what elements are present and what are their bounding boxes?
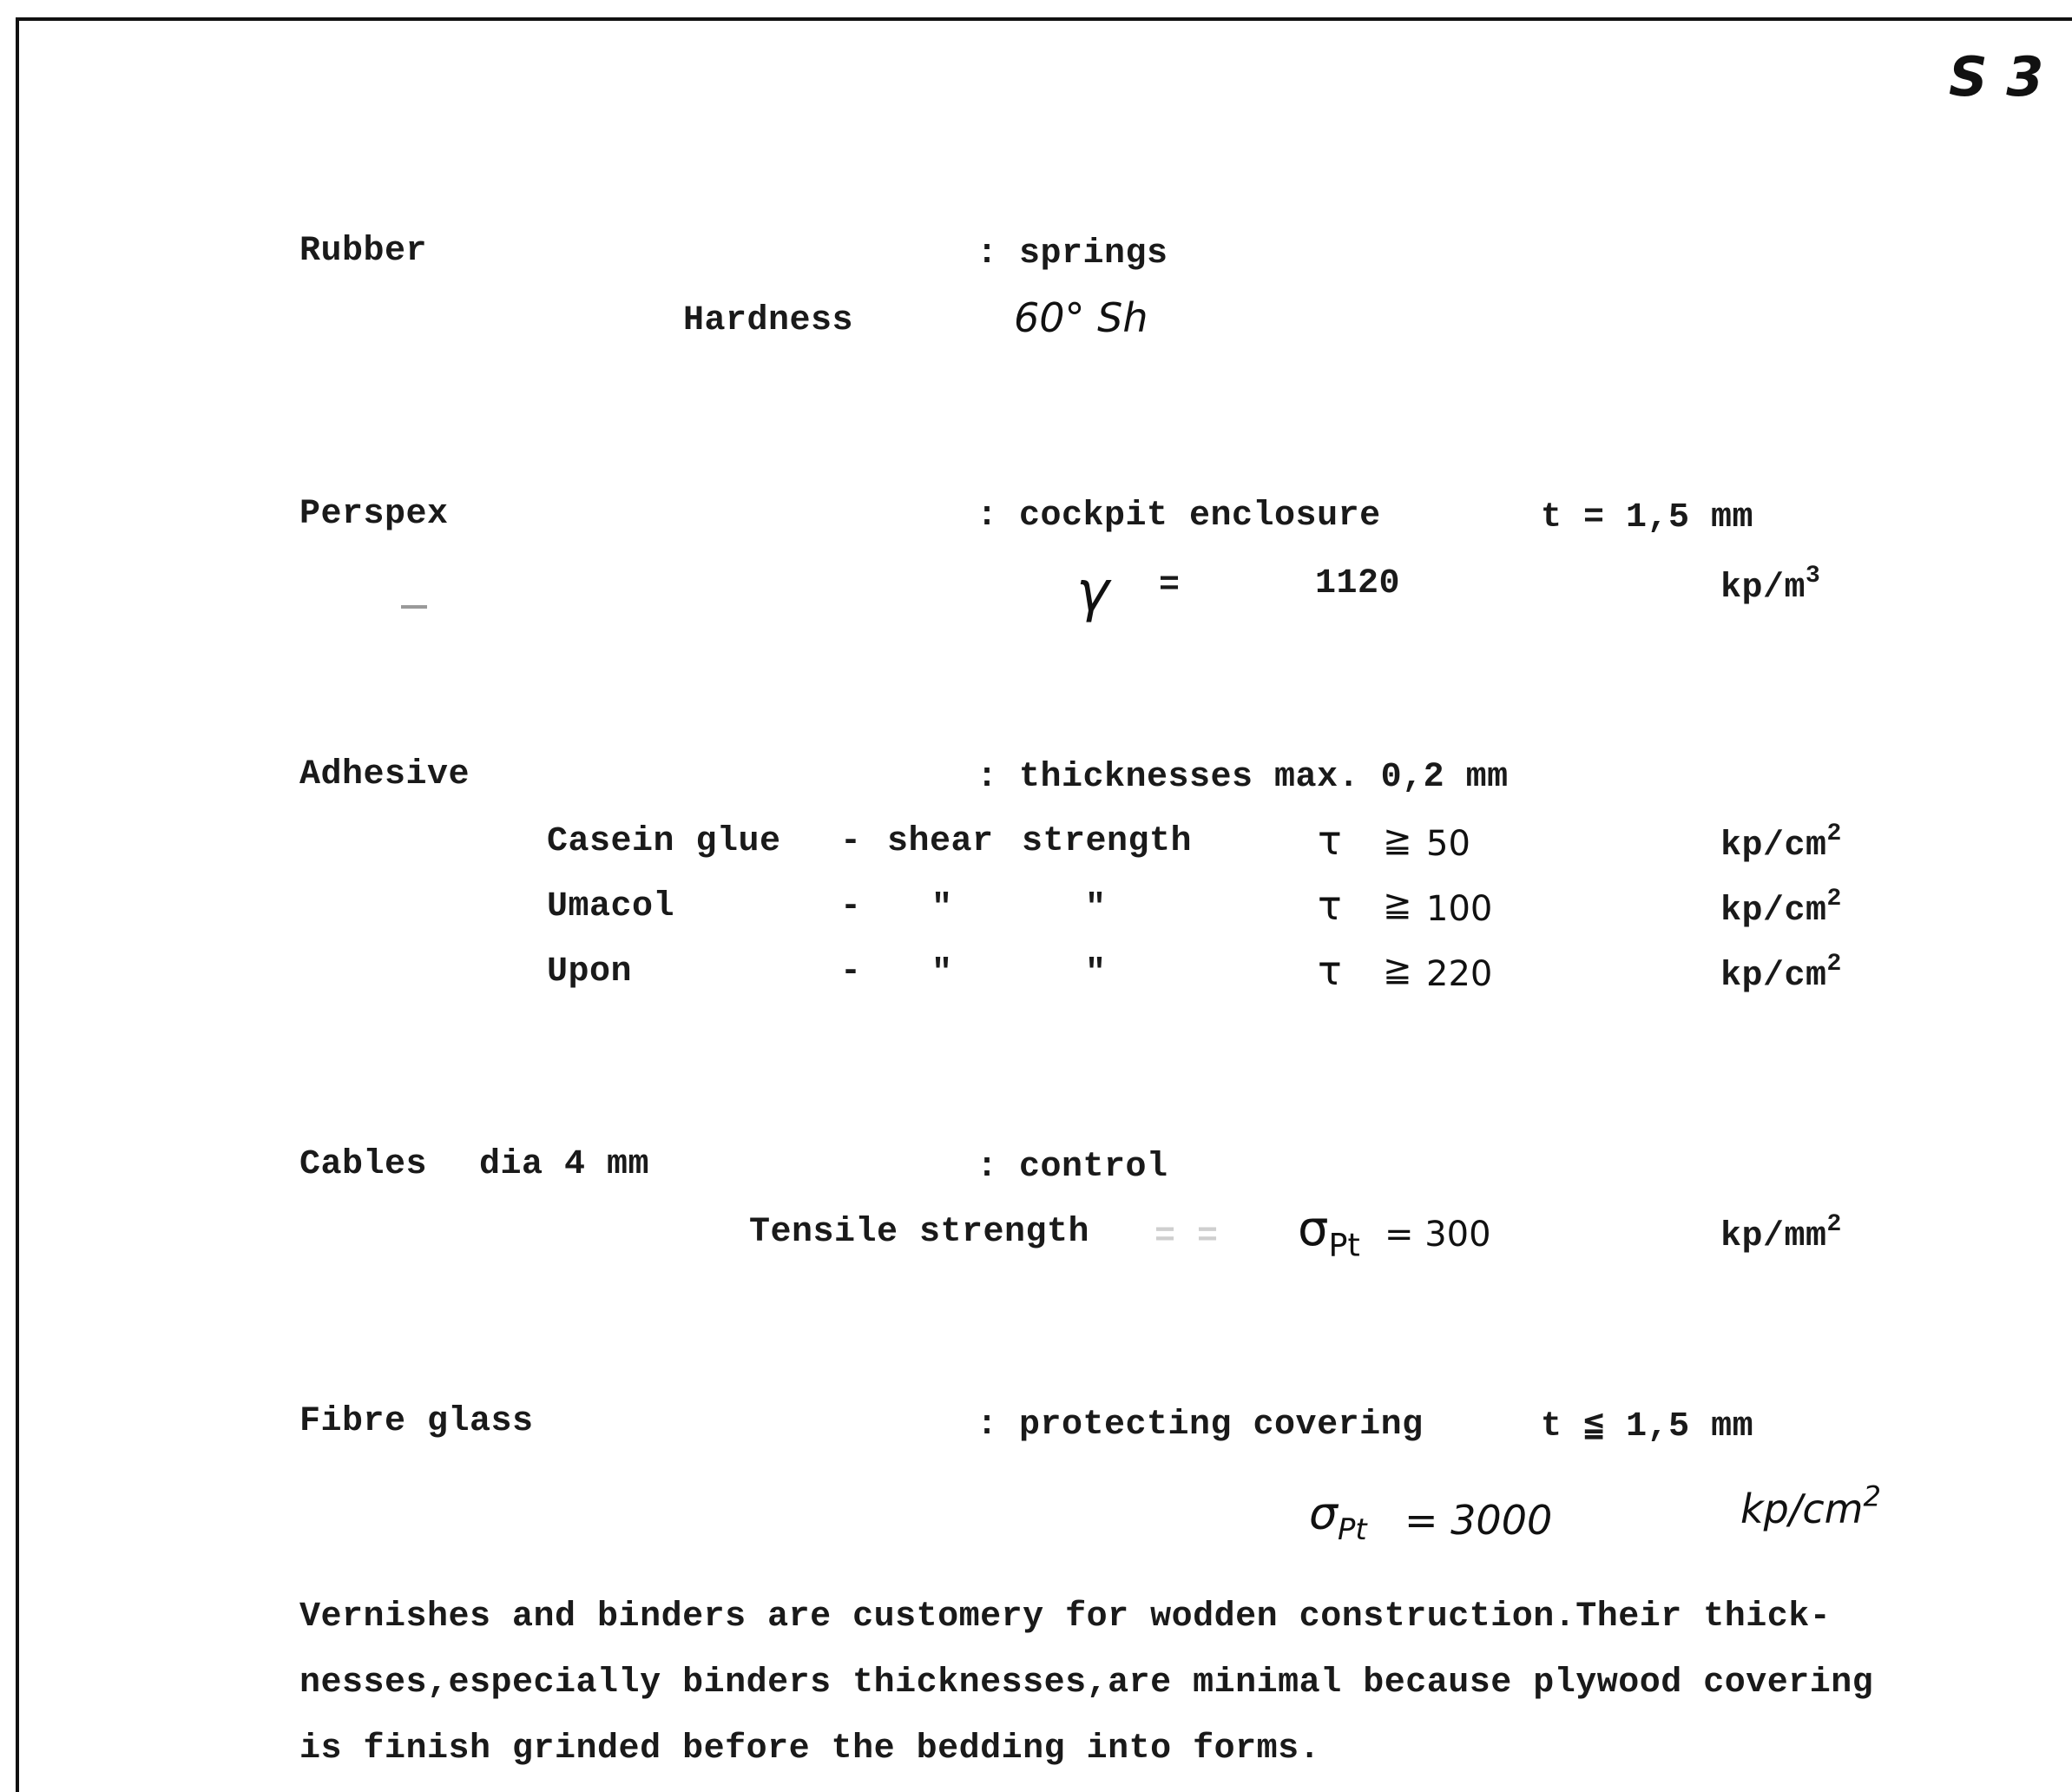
- perspex-use: : cockpit enclosure: [977, 497, 1381, 536]
- adhesive-row-prop-a: ": [931, 889, 953, 928]
- adhesive-row-prop-b: strength: [1022, 822, 1193, 861]
- perspex-density-value: 1120: [1315, 564, 1401, 603]
- adhesive-row-dash: -: [840, 952, 862, 992]
- adhesive-row-prop-b: ": [1085, 954, 1107, 993]
- notes-paragraph: [299, 1584, 1992, 1782]
- cables-size: dia 4 mm: [479, 1145, 650, 1184]
- adhesive-row-name: Umacol: [547, 887, 675, 926]
- adhesive-row-value: 50: [1426, 824, 1470, 864]
- adhesive-row-name: Casein glue: [547, 822, 781, 861]
- adhesive-row-value: 100: [1426, 889, 1493, 929]
- page-border-top: [16, 17, 2072, 21]
- fibre-glass-unit: $kp/cm^2$: [1740, 1479, 1881, 1532]
- adhesive-row-unit: $kp/cm^2$: [1720, 886, 1842, 931]
- stray-mark: [401, 605, 427, 609]
- rubber-use: : springs: [977, 234, 1168, 273]
- adhesive-use: : thicknesses max. 0,2 mm: [977, 758, 1509, 797]
- fibre-glass-use: : protecting covering: [977, 1406, 1424, 1445]
- adhesive-row-prop-b: ": [1085, 889, 1107, 928]
- cables-use: : control: [977, 1148, 1168, 1187]
- adhesive-row-unit: $kp/cm^2$: [1720, 820, 1842, 866]
- paragraph-line: is finish grinded before the bedding into forms.: [299, 1729, 1321, 1769]
- adhesive-row-relation: ≧: [1383, 950, 1412, 990]
- adhesive-row-prop-a: shear: [887, 822, 994, 861]
- adhesive-row-symbol: τ: [1318, 817, 1342, 864]
- adhesive-row-name: Upon: [547, 952, 633, 992]
- rubber-label: Rubber: [299, 232, 428, 271]
- perspex-label: Perspex: [299, 495, 449, 534]
- page-border-left: [16, 17, 19, 1792]
- cables-sigma: $\sigma_{Pt}$: [1298, 1201, 1360, 1264]
- adhesive-row-symbol: τ: [1318, 882, 1342, 929]
- adhesive-row-dash: -: [840, 822, 862, 861]
- perspex-thickness: t = 1,5 mm: [1541, 498, 1754, 537]
- cables-strength-label: Tensile strength: [749, 1213, 1090, 1252]
- paragraph-line: nesses,especially binders thicknesses,are minimal because plywood covering: [299, 1664, 1874, 1703]
- adhesive-row-symbol: τ: [1318, 947, 1342, 994]
- adhesive-row-value: 220: [1426, 954, 1493, 994]
- rubber-hardness-label: Hardness: [683, 301, 854, 340]
- fibre-glass-sigma: $\sigma_{Pt}$: [1309, 1488, 1367, 1546]
- fibre-glass-label: Fibre glass: [299, 1402, 534, 1441]
- cables-label: Cables: [299, 1145, 428, 1184]
- fibre-glass-value: = 3000: [1404, 1497, 1553, 1544]
- adhesive-row-dash: -: [840, 887, 862, 926]
- perspex-gamma-symbol: γ: [1076, 560, 1109, 624]
- cables-unit: $kp/mm^2$: [1720, 1211, 1842, 1256]
- perspex-equals: =: [1159, 566, 1181, 605]
- cables-value: = 300: [1385, 1215, 1491, 1255]
- adhesive-row-relation: ≧: [1383, 820, 1412, 860]
- cables-filler: = =: [1154, 1217, 1219, 1256]
- page-number: S 3: [1949, 45, 2044, 109]
- rubber-hardness-value: 60° Sh: [1014, 294, 1148, 341]
- adhesive-row-relation: ≧: [1383, 885, 1412, 925]
- paragraph-line: Vernishes and binders are customery for wodden construction.Their thick-: [299, 1598, 1832, 1637]
- adhesive-row-prop-a: ": [931, 954, 953, 993]
- fibre-glass-thickness: t ≦ 1,5 mm: [1541, 1407, 1754, 1446]
- adhesive-row-unit: $kp/cm^2$: [1720, 951, 1842, 996]
- adhesive-label: Adhesive: [299, 755, 470, 794]
- perspex-density-unit: $kp/m^3$: [1720, 563, 1821, 608]
